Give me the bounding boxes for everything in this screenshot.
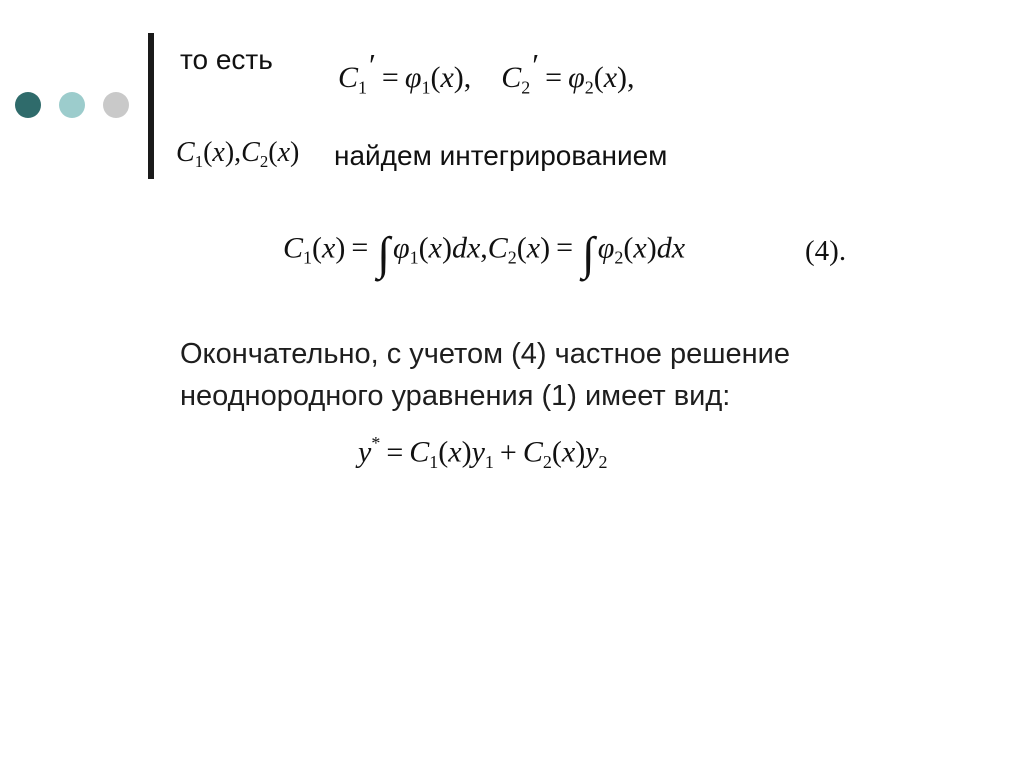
decor-dot-dark	[15, 92, 41, 118]
conclusion-line-1: Окончательно, с учетом (4) частное решение	[180, 338, 790, 370]
formula-integrals: $C_1(x)$ = ∫ $\varphi_1(x)dx,C_2(x)$ = ∫ $\varphi_2(x)dx$	[283, 229, 686, 280]
conclusion-line-2: неоднородного уравнения (1) имеет вид:	[180, 380, 731, 412]
find-by-integration-text: найдем интегрированием	[334, 140, 668, 171]
equation-number: (4).	[805, 235, 847, 267]
formula-c1-c2: $C_1(x),C_2(x)$	[176, 137, 300, 171]
formula-particular-solution: $y^* = C_1(x)y_1 + C_2(x)y_2$	[358, 433, 608, 472]
conclusion-paragraph	[180, 333, 790, 417]
formula-derivatives: $C_1' = \varphi_1(x)$, $C_2' = \varphi_2(x)$,	[338, 48, 635, 98]
vertical-divider	[148, 33, 154, 179]
to-est-label: то есть	[180, 44, 273, 75]
decor-dot-light	[59, 92, 85, 118]
decor-dot-gray	[103, 92, 129, 118]
